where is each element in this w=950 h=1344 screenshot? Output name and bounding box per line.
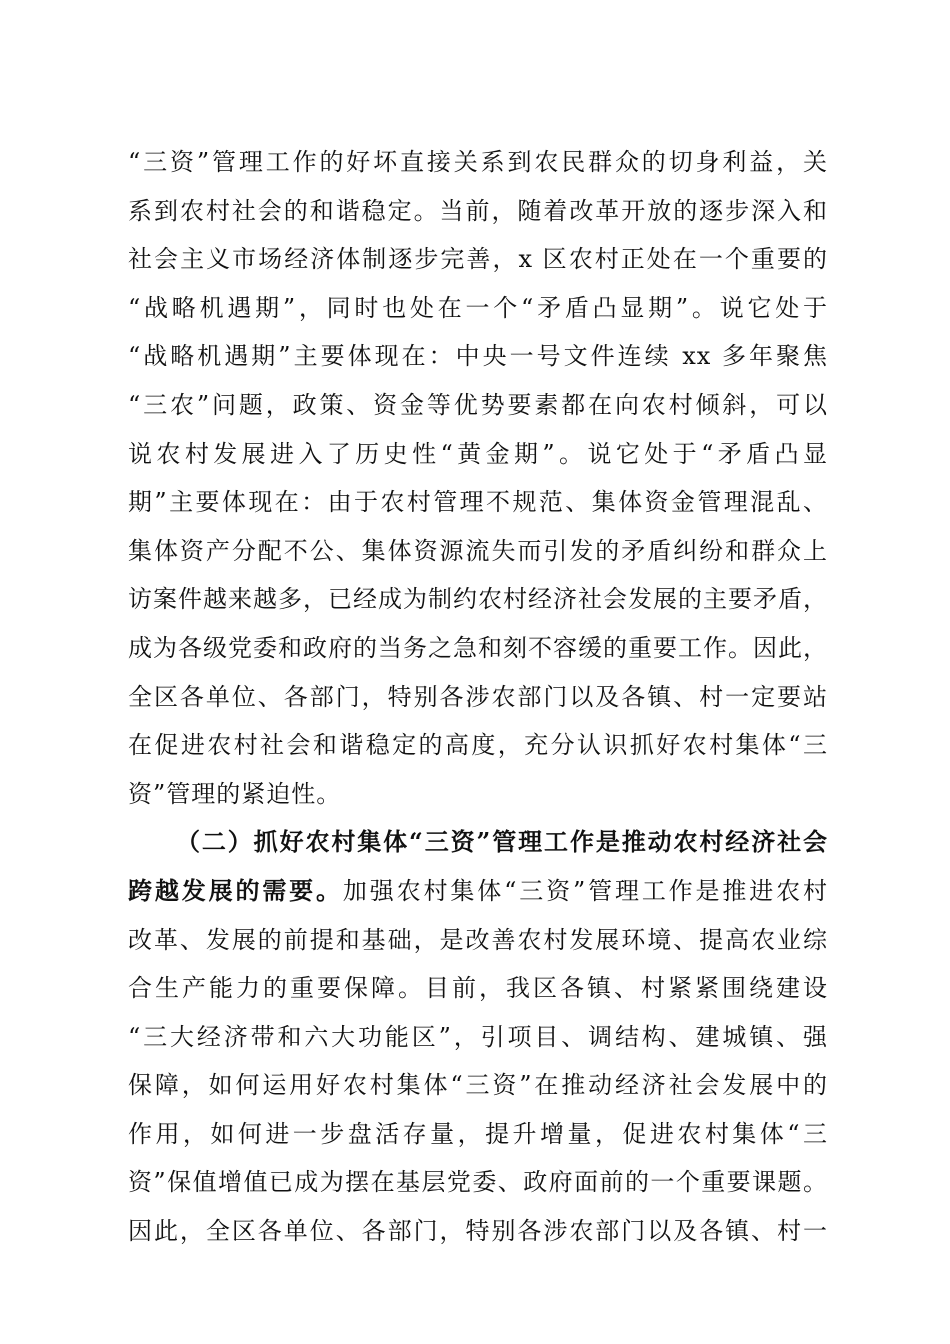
text-line: 因此，全区各单位、各部门，特别各涉农部门以及各镇、村一 [128, 1217, 828, 1246]
paragraph-three-assets-urgency [128, 138, 828, 818]
text-line: 保障，如何运用好农村集体“三资”在推动经济社会发展中的 [128, 1071, 828, 1100]
text-line: 合生产能力的重要保障。目前，我区各镇、村紧紧围绕建设 [128, 974, 828, 1003]
text-line: 资”管理的紧迫性。 [128, 779, 342, 808]
text-line: 社会主义市场经济体制逐步完善，x 区农村正处在一个重要的 [128, 245, 828, 274]
paragraph-cross-development-need [128, 818, 828, 1255]
section-heading-line: （二）抓好农村集体“三资”管理工作是推动农村经济社会 [176, 827, 828, 857]
text-line: “战略机遇期”主要体现在：中央一号文件连续 xx 多年聚焦 [128, 342, 828, 371]
text-line: 集体资产分配不公、集体资源流失而引发的矛盾纠纷和群众上 [128, 536, 828, 565]
text-line: 改革、发展的前提和基础，是改善农村发展环境、提高农业综 [128, 925, 828, 954]
text-segment: 加强农村集体“三资”管理工作是推进农村 [342, 876, 829, 905]
text-line: 在促进农村社会和谐稳定的高度，充分认识抓好农村集体“三 [128, 731, 828, 760]
section-heading-tail: 跨越发展的需要。 [128, 875, 343, 905]
text-line: 资”保值增值已成为摆在基层党委、政府面前的一个重要课题。 [128, 1168, 828, 1197]
text-line: “三农”问题，政策、资金等优势要素都在向农村倾斜，可以 [128, 390, 828, 419]
text-line: 说农村发展进入了历史性“黄金期”。说它处于“矛盾凸显 [128, 439, 828, 468]
text-line [128, 867, 828, 916]
document-body [128, 138, 828, 1256]
text-line: “三大经济带和六大功能区”，引项目、调结构、建城镇、强 [128, 1022, 828, 1051]
text-line: “三资”管理工作的好坏直接关系到农民群众的切身利益，关 [128, 148, 828, 176]
text-line: 成为各级党委和政府的当务之急和刻不容缓的重要工作。因此， [128, 633, 828, 662]
text-line: 访案件越来越多，已经成为制约农村经济社会发展的主要矛盾， [128, 585, 828, 614]
text-line: “战略机遇期”，同时也处在一个“矛盾凸显期”。说它处于 [128, 293, 828, 322]
text-line: 全区各单位、各部门，特别各涉农部门以及各镇、村一定要站 [128, 682, 828, 711]
text-line: 期”主要体现在：由于农村管理不规范、集体资金管理混乱、 [128, 488, 828, 517]
text-line: 系到农村社会的和谐稳定。当前，随着改革开放的逐步深入和 [128, 196, 828, 225]
text-line: 作用，如何进一步盘活存量，提升增量，促进农村集体“三 [128, 1119, 828, 1148]
